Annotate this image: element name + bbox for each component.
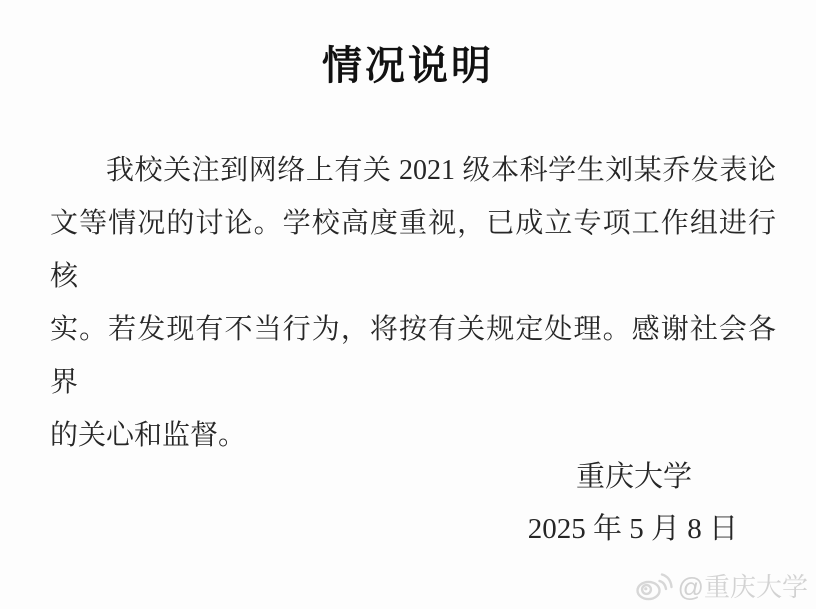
paragraph-line: 我校关注到网络上有关 2021 级本科学生刘某乔发表论 bbox=[106, 155, 776, 186]
document-title: 情况说明 bbox=[322, 43, 494, 88]
weibo-icon bbox=[634, 570, 674, 602]
signature-date: 2025 年 5 月 8 日 bbox=[527, 513, 738, 545]
weibo-watermark bbox=[634, 567, 808, 604]
paragraph-line: 实。若发现有不当行为，将按有关规定处理。感谢社会各界 bbox=[50, 314, 776, 398]
watermark-label: @重庆大学 bbox=[677, 572, 808, 602]
signature-block bbox=[0, 460, 816, 546]
statement-paragraph bbox=[50, 144, 776, 462]
signature-organization: 重庆大学 bbox=[575, 461, 692, 493]
paragraph-line: 文等情况的讨论。学校高度重视，已成立专项工作组进行核 bbox=[50, 208, 776, 292]
paragraph-line: 的关心和监督。 bbox=[50, 420, 247, 451]
